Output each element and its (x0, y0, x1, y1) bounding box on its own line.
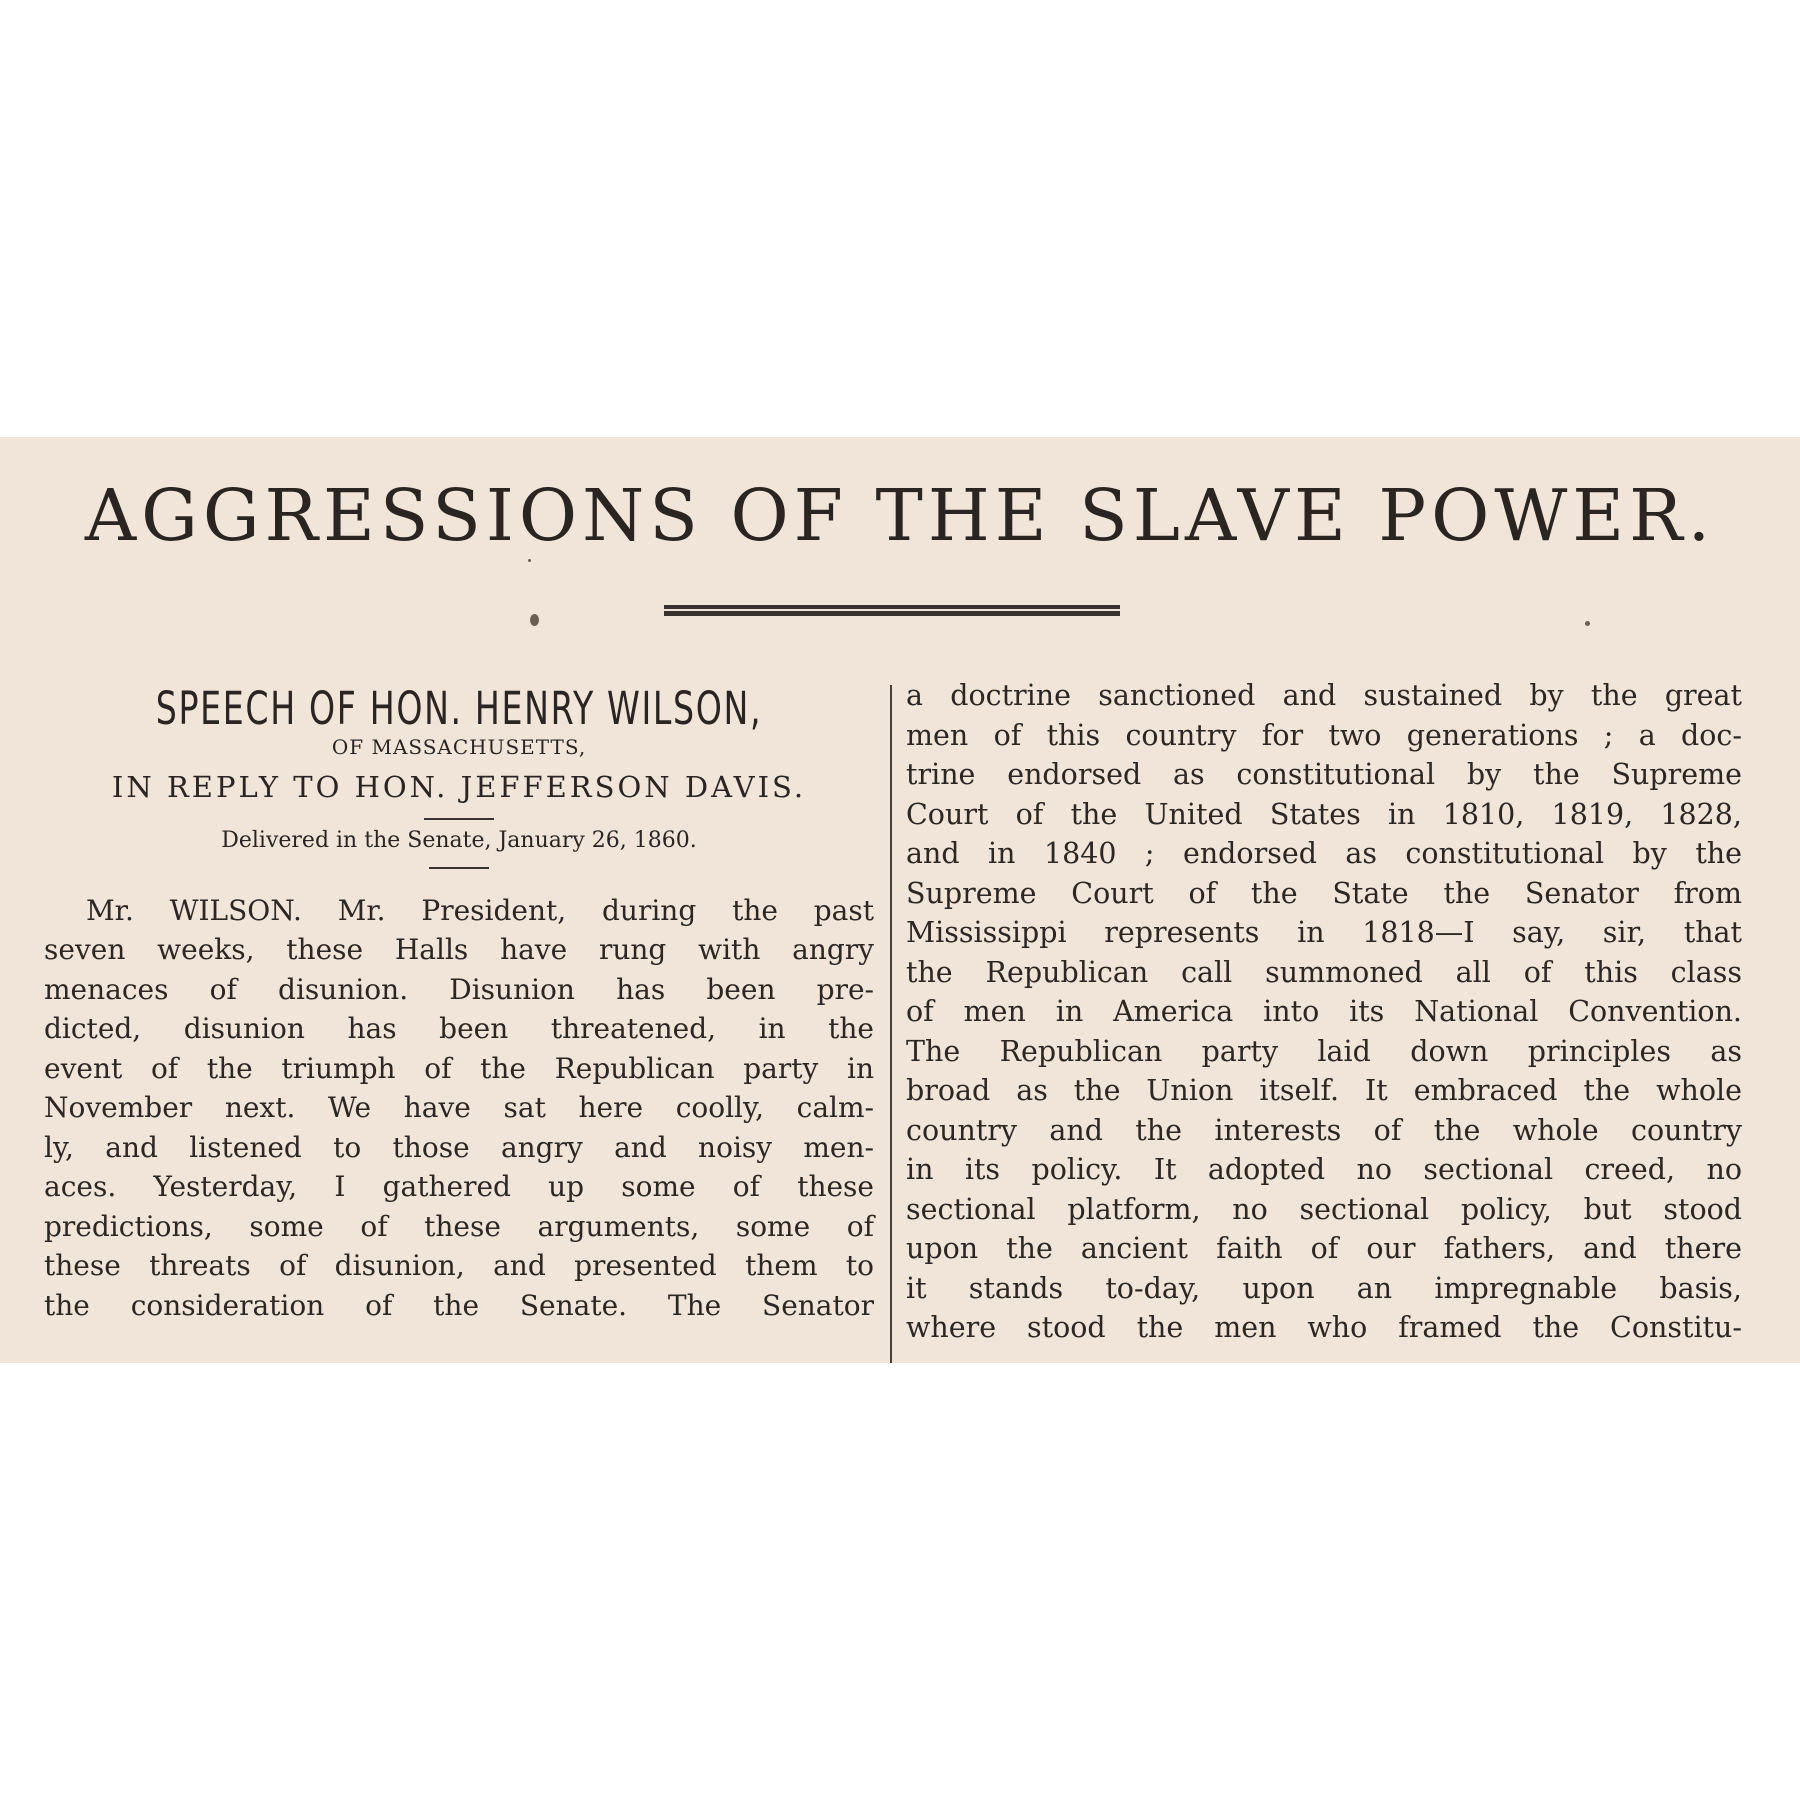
column-divider (890, 685, 892, 1363)
text-line: the consideration of the Senate. The Senator (44, 1288, 874, 1322)
dateline-rule (429, 867, 489, 869)
text-line: men of this country for two generations ; a doc- (906, 718, 1742, 752)
text-line: Court of the United States in 1810, 1819, 1828, (906, 797, 1742, 831)
text-line: the Republican call summoned all of this class (906, 955, 1742, 989)
text-line: seven weeks, these Halls have rung with angry (44, 933, 874, 967)
text-line: Mr. WILSON. Mr. President, during the past (86, 893, 874, 927)
text-line: The Republican party laid down principles as (906, 1034, 1742, 1068)
text-line: and in 1840 ; endorsed as constitutional by the (906, 837, 1742, 870)
text-line: these threats of disunion, and presented them to (44, 1249, 874, 1283)
text-line: broad as the Union itself. It embraced the whole (906, 1074, 1742, 1107)
ink-speck (528, 559, 531, 562)
text-line: predictions, some of these arguments, some of (44, 1209, 874, 1243)
right-column (906, 676, 1742, 1348)
speech-title: SPEECH OF HON. HENRY WILSON, (155, 682, 763, 735)
ink-speck (1585, 621, 1590, 626)
text-line: where stood the men who framed the Constitu- (906, 1311, 1742, 1344)
speech-reply-heading: IN REPLY TO HON. JEFFERSON DAVIS. (111, 770, 807, 805)
text-line: Mississippi represents in 1818—I say, sir, that (906, 916, 1742, 949)
left-column-text (44, 891, 874, 1326)
text-line: dicted, disunion has been threatened, in the (44, 1012, 874, 1046)
text-line: it stands to-day, upon an impregnable basis, (906, 1271, 1742, 1305)
newspaper-clipping (0, 437, 1800, 1363)
text-line: country and the interests of the whole country (906, 1113, 1742, 1147)
text-line: trine endorsed as constitutional by the Supreme (906, 758, 1742, 791)
text-line: a doctrine sanctioned and sustained by the great (906, 679, 1742, 712)
delivered-dateline: Delivered in the Senate, January 26, 1860. (221, 828, 697, 854)
ink-speck (530, 614, 539, 626)
masthead-title: AGGRESSIONS OF THE SLAVE POWER. (84, 474, 1716, 557)
text-line: of men in America into its National Convention. (906, 995, 1742, 1028)
speech-state: OF MASSACHUSETTS, (331, 735, 587, 760)
left-column (44, 682, 874, 1325)
text-line: Supreme Court of the State the Senator from (906, 876, 1742, 910)
text-line: November next. We have sat here coolly, calm- (44, 1091, 874, 1125)
text-line: upon the ancient faith of our fathers, and there (906, 1232, 1742, 1265)
text-line: sectional platform, no sectional policy, but stood (906, 1192, 1742, 1226)
text-line: in its policy. It adopted no sectional creed, no (906, 1153, 1742, 1186)
text-line: menaces of disunion. Disunion has been pre- (44, 972, 874, 1006)
text-line: ly, and listened to those angry and noisy men- (44, 1130, 874, 1164)
text-line: event of the triumph of the Republican party in (44, 1051, 874, 1085)
right-column-text (906, 676, 1742, 1348)
text-line: aces. Yesterday, I gathered up some of these (44, 1170, 874, 1204)
masthead-rule (664, 605, 1120, 616)
heading-rule (424, 818, 494, 820)
